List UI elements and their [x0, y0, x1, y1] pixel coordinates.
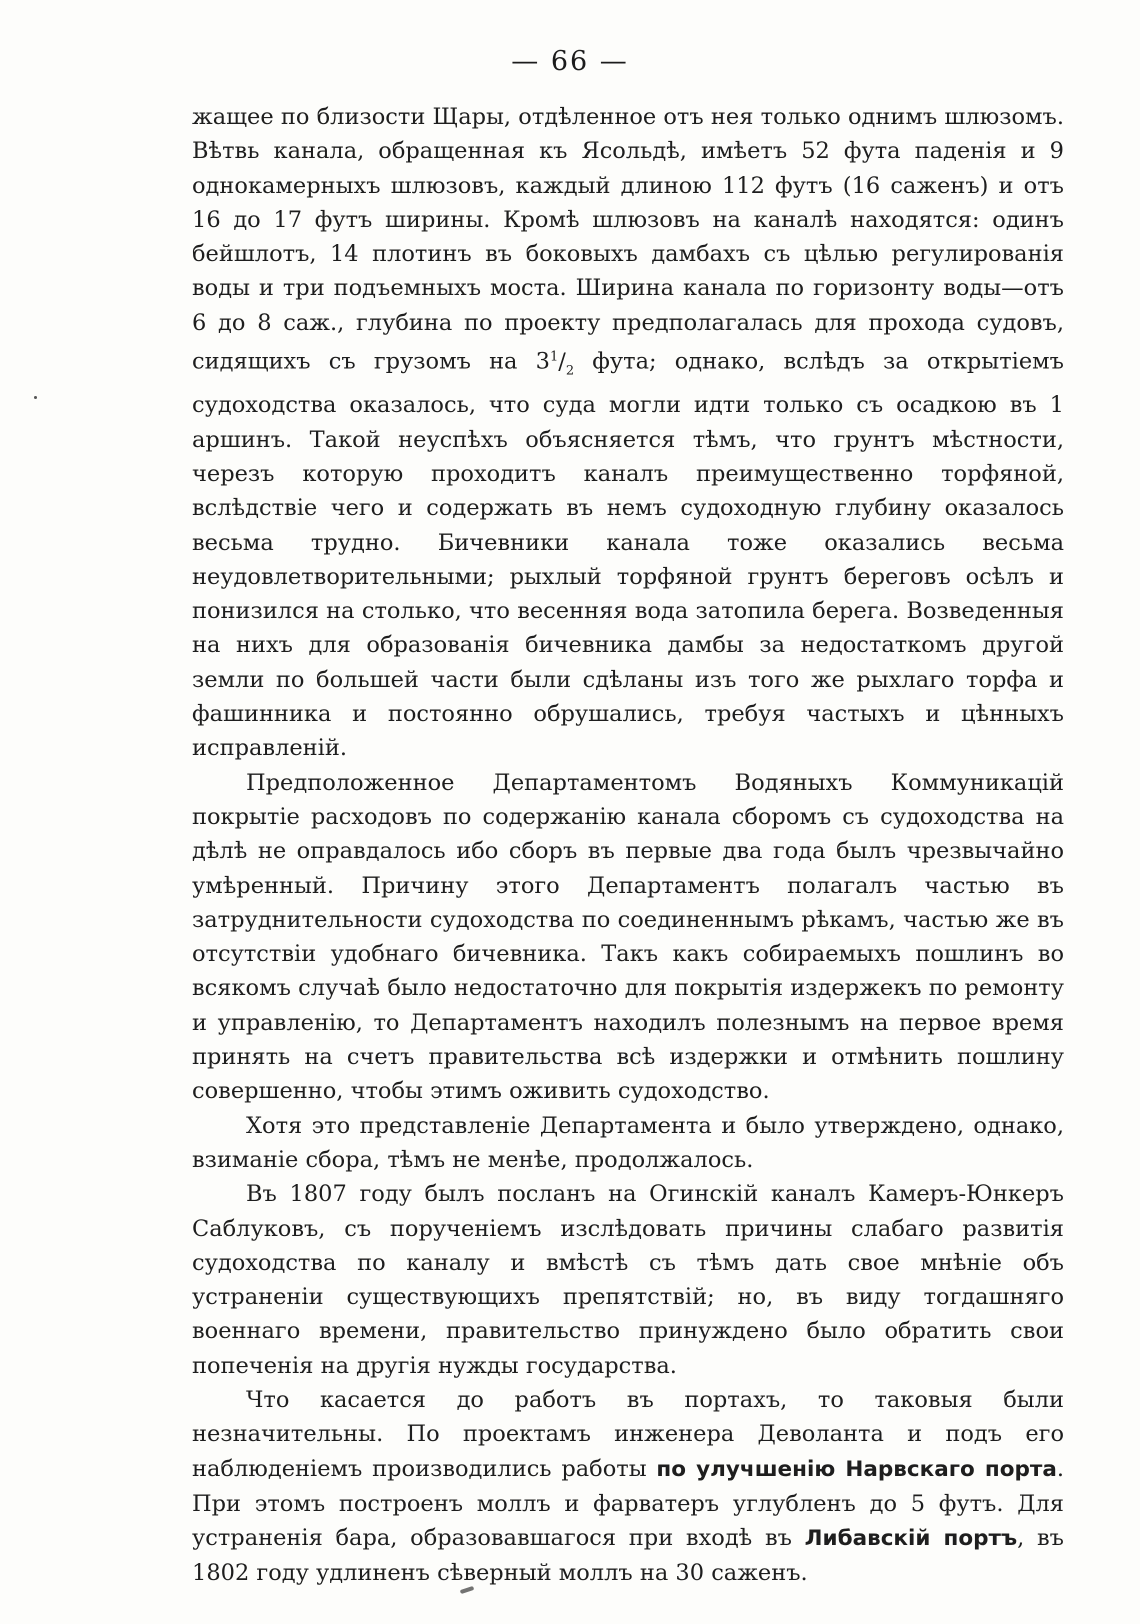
page-number: — 66 —	[511, 46, 629, 77]
text-run: Что касается до работъ въ портахъ, то таковыя были незначительны. По проектамъ инженера Деволанта и подъ его наблюденіемъ производились работы	[192, 1386, 1064, 1482]
text-run: Въ 1807 году былъ посланъ на Огинскій каналъ Камеръ-Юнкеръ Саблуковъ, съ порученіемъ изслѣдовать причины слабаго развитія судоходства по каналу и вмѣстѣ съ тѣмъ дать свое мнѣніе объ устраненіи существующихъ препятствій; но, въ виду тогдашняго военнаго времени, правительство принуждено было обратить свои попеченія на другія нужды государства.	[192, 1181, 1064, 1379]
text-run: Предположенное Департаментомъ Водяныхъ Коммуникацій покрытіе расходовъ по содержанію канала сборомъ съ судоходства на дѣлѣ не оправдалось ибо сборъ въ первые два года былъ чрезвычайно умѣренный. Причину этого Департаментъ полагалъ частью въ затруднительности судоходства по соединеннымъ рѣкамъ, частью же въ отсутствіи удобнаго бичевника. Такъ какъ собираемыхъ пошлинъ во всякомъ случаѣ было недостаточно для покрытія издержекъ по ремонту и управленію, то Департаментъ находилъ полезнымъ на первое время принять на счетъ правительства всѣ издержки и отмѣнить пошлину совершенно, чтобы этимъ оживить судоходство.	[192, 769, 1064, 1105]
text-run: . При этомъ построенъ моллъ и фарватеръ углубленъ до 5 футъ. Для устраненія бара, образовавшагося при входѣ въ	[192, 1455, 1064, 1552]
paragraph	[192, 100, 1064, 766]
text-run: Хотя это представленіе Департамента и было утверждено, однако, взиманіе сбора, тѣмъ не менѣе, продолжалось.	[192, 1112, 1064, 1173]
paragraph	[192, 1109, 1064, 1178]
margin-speck	[34, 396, 37, 399]
text-run: фута; однако, вслѣдъ за открытіемъ судоходства оказалось, что суда могли идти только съ осадкою въ 1 аршинъ. Такой неуспѣхъ объясняется тѣмъ, что грунтъ мѣстности, черезъ которую проходитъ каналъ преимущественно торфяной, вслѣдствіе чего и содержать въ немъ судоходную глубину оказалось весьма трудно. Бичевники канала тоже оказались весьма неудовлетворительными; рыхлый торфяной грунтъ береговъ осѣлъ и понизился на столько, что весенняя вода затопила берега. Возведенныя на нихъ для образованія бичевника дамбы за недостаткомъ другой земли по большей части были сдѣланы изъ того же рыхлаго торфа и фашинника и постоянно обрушались, требуя частыхъ и цѣнныхъ исправленій.	[192, 348, 1064, 762]
paragraph	[192, 1177, 1064, 1383]
emphasized-text: по улучшенію Нарвскаго порта	[656, 1456, 1057, 1482]
paragraph	[192, 1383, 1064, 1591]
emphasized-text: Либавскій портъ	[804, 1526, 1018, 1552]
text-run: жащее по близости Щары, отдѣленное отъ нея только однимъ шлюзомъ. Вѣтвь канала, обращенная къ Ясольдѣ, имѣетъ 52 фута паденія и 9 однокамерныхъ шлюзовъ, каждый длиною 112 футъ (16 саженъ) и отъ 16 до 17 футъ ширины. Кромѣ шлюзовъ на каналѣ находятся: одинъ бейшлотъ, 14 плотинъ въ боковыхъ дамбахъ съ цѣлью регулированія воды и три подъемныхъ моста. Ширина канала по горизонту воды—отъ 6 до 8 саж., глубина по проекту предполагалась для прохода судовъ, сидящихъ съ грузомъ на 3	[192, 104, 1064, 375]
fraction: $^1/_2$	[549, 348, 575, 379]
text-run: , въ 1802 году удлиненъ сѣверный моллъ на 30 саженъ.	[192, 1525, 1064, 1587]
body-text	[192, 100, 1064, 1591]
paragraph	[192, 766, 1064, 1109]
